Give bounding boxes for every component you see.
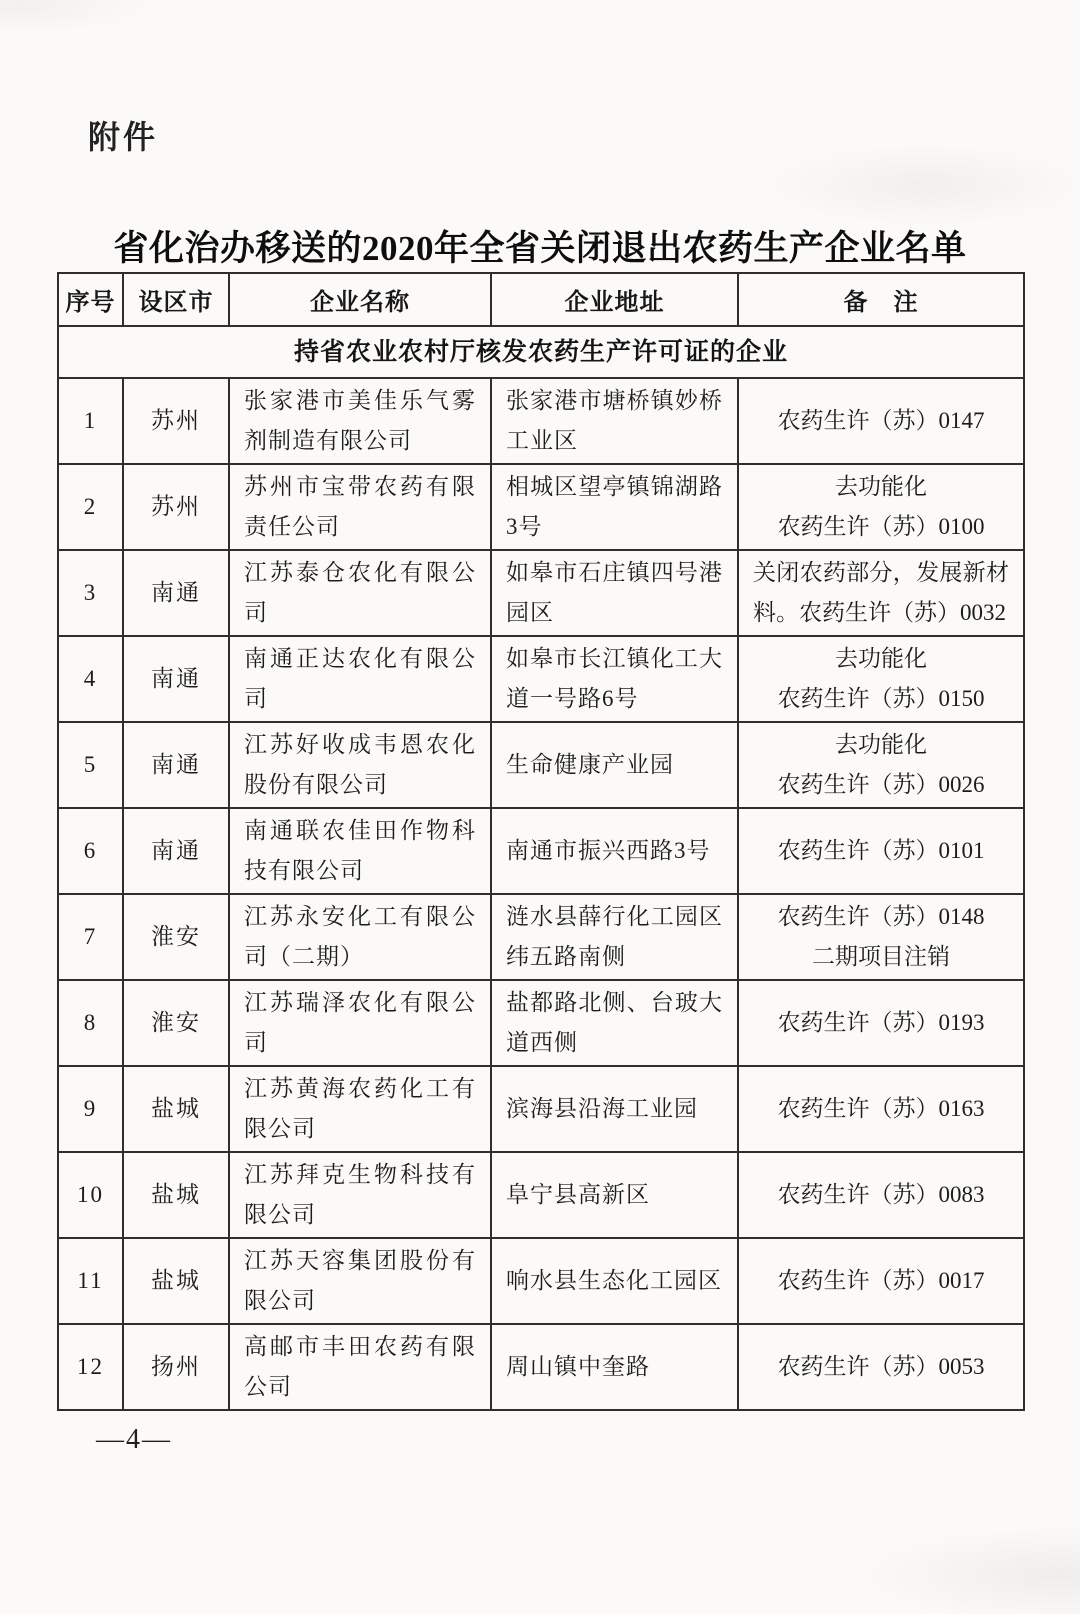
cell-city: 淮安 [123, 894, 229, 980]
column-header-2: 设区市 [123, 273, 229, 326]
table-row [58, 1324, 1024, 1410]
cell-city: 南通 [123, 808, 229, 894]
column-header-4: 企业地址 [491, 273, 738, 326]
cell-company-name: 江苏永安化工有限公司（二期） [229, 894, 491, 980]
remark-line: 农药生许（苏）0150 [777, 686, 985, 711]
cell-company-address: 响水县生态化工园区 [491, 1238, 738, 1324]
cell-city: 南通 [123, 636, 229, 722]
table-row [58, 550, 1024, 636]
section-header-row [58, 326, 1024, 378]
cell-company-address: 相城区望亭镇锦湖路3号 [491, 464, 738, 550]
table-body [58, 326, 1024, 1410]
cell-remark [738, 378, 1024, 464]
remark-line: 农药生许（苏）0148 [777, 904, 985, 929]
cell-remark [738, 550, 1024, 636]
cell-company-address: 张家港市塘桥镇妙桥工业区 [491, 378, 738, 464]
remark-line: 农药生许（苏）0083 [777, 1182, 985, 1207]
cell-city: 苏州 [123, 378, 229, 464]
cell-serial-number: 2 [58, 464, 123, 550]
cell-company-address: 滨海县沿海工业园 [491, 1066, 738, 1152]
cell-company-address: 盐都路北侧、台玻大道西侧 [491, 980, 738, 1066]
cell-remark [738, 894, 1024, 980]
remark-line: 农药生许（苏）0017 [777, 1268, 985, 1293]
cell-company-name: 江苏好收成韦恩农化股份有限公司 [229, 722, 491, 808]
remark-line: 农药生许（苏）0100 [777, 514, 985, 539]
table-header-row [58, 273, 1024, 326]
page-number: —4— [96, 1424, 172, 1455]
table-row [58, 722, 1024, 808]
remark-line: 去功能化 [835, 646, 927, 671]
cell-company-address: 生命健康产业园 [491, 722, 738, 808]
remark-line: 去功能化 [835, 474, 927, 499]
cell-city: 盐城 [123, 1238, 229, 1324]
remark-line: 农药生许（苏）0101 [777, 838, 985, 863]
cell-company-name: 高邮市丰田农药有限公司 [229, 1324, 491, 1410]
remark-line: 农药生许（苏）0053 [777, 1354, 985, 1379]
cell-city: 扬州 [123, 1324, 229, 1410]
cell-company-address: 如皋市石庄镇四号港园区 [491, 550, 738, 636]
cell-company-name: 南通联农佳田作物科技有限公司 [229, 808, 491, 894]
section-header: 持省农业农村厅核发农药生产许可证的企业 [58, 326, 1024, 378]
table-row [58, 1152, 1024, 1238]
cell-company-address: 周山镇中奎路 [491, 1324, 738, 1410]
remark-line: 去功能化 [835, 732, 927, 757]
cell-serial-number: 9 [58, 1066, 123, 1152]
cell-city: 盐城 [123, 1152, 229, 1238]
cell-company-name: 江苏拜克生物科技有限公司 [229, 1152, 491, 1238]
cell-serial-number: 11 [58, 1238, 123, 1324]
cell-remark [738, 1324, 1024, 1410]
cell-company-name: 张家港市美佳乐气雾剂制造有限公司 [229, 378, 491, 464]
cell-serial-number: 12 [58, 1324, 123, 1410]
cell-company-address: 涟水县薛行化工园区纬五路南侧 [491, 894, 738, 980]
cell-serial-number: 6 [58, 808, 123, 894]
cell-remark [738, 1152, 1024, 1238]
cell-remark [738, 464, 1024, 550]
remark-line: 关闭农药部分，发展新材料。农药生许（苏）0032 [753, 560, 1009, 625]
cell-company-address: 如皋市长江镇化工大道一号路6号 [491, 636, 738, 722]
cell-serial-number: 3 [58, 550, 123, 636]
cell-company-name: 江苏黄海农药化工有限公司 [229, 1066, 491, 1152]
cell-city: 盐城 [123, 1066, 229, 1152]
cell-company-address: 阜宁县高新区 [491, 1152, 738, 1238]
cell-remark [738, 980, 1024, 1066]
remark-line: 农药生许（苏）0026 [777, 772, 985, 797]
cell-remark [738, 1066, 1024, 1152]
cell-serial-number: 1 [58, 378, 123, 464]
cell-company-name: 苏州市宝带农药有限责任公司 [229, 464, 491, 550]
table-row [58, 636, 1024, 722]
remark-line: 农药生许（苏）0163 [777, 1096, 985, 1121]
table-row [58, 808, 1024, 894]
table-row [58, 1066, 1024, 1152]
table-row [58, 1238, 1024, 1324]
column-header-5: 备 注 [738, 273, 1024, 326]
cell-company-name: 江苏泰仓农化有限公司 [229, 550, 491, 636]
document-title: 省化治办移送的2020年全省关闭退出农药生产企业名单 [113, 229, 967, 268]
cell-company-name: 南通正达农化有限公司 [229, 636, 491, 722]
attachment-label: 附件 [88, 119, 159, 155]
cell-company-address: 南通市振兴西路3号 [491, 808, 738, 894]
table-row [58, 378, 1024, 464]
table-row [58, 980, 1024, 1066]
cell-remark [738, 722, 1024, 808]
table-row [58, 464, 1024, 550]
column-header-1: 序号 [58, 273, 123, 326]
cell-serial-number: 4 [58, 636, 123, 722]
table-row [58, 894, 1024, 980]
cell-remark [738, 1238, 1024, 1324]
cell-company-name: 江苏天容集团股份有限公司 [229, 1238, 491, 1324]
cell-serial-number: 8 [58, 980, 123, 1066]
cell-remark [738, 808, 1024, 894]
table-header [58, 273, 1024, 326]
cell-serial-number: 7 [58, 894, 123, 980]
cell-city: 南通 [123, 722, 229, 808]
cell-serial-number: 10 [58, 1152, 123, 1238]
cell-city: 南通 [123, 550, 229, 636]
cell-city: 淮安 [123, 980, 229, 1066]
remark-line: 农药生许（苏）0193 [777, 1010, 985, 1035]
cell-remark [738, 636, 1024, 722]
enterprise-table [57, 272, 1025, 1411]
cell-city: 苏州 [123, 464, 229, 550]
remark-line: 二期项目注销 [812, 944, 950, 969]
remark-line: 农药生许（苏）0147 [777, 408, 985, 433]
cell-serial-number: 5 [58, 722, 123, 808]
cell-company-name: 江苏瑞泽农化有限公司 [229, 980, 491, 1066]
column-header-3: 企业名称 [229, 273, 491, 326]
